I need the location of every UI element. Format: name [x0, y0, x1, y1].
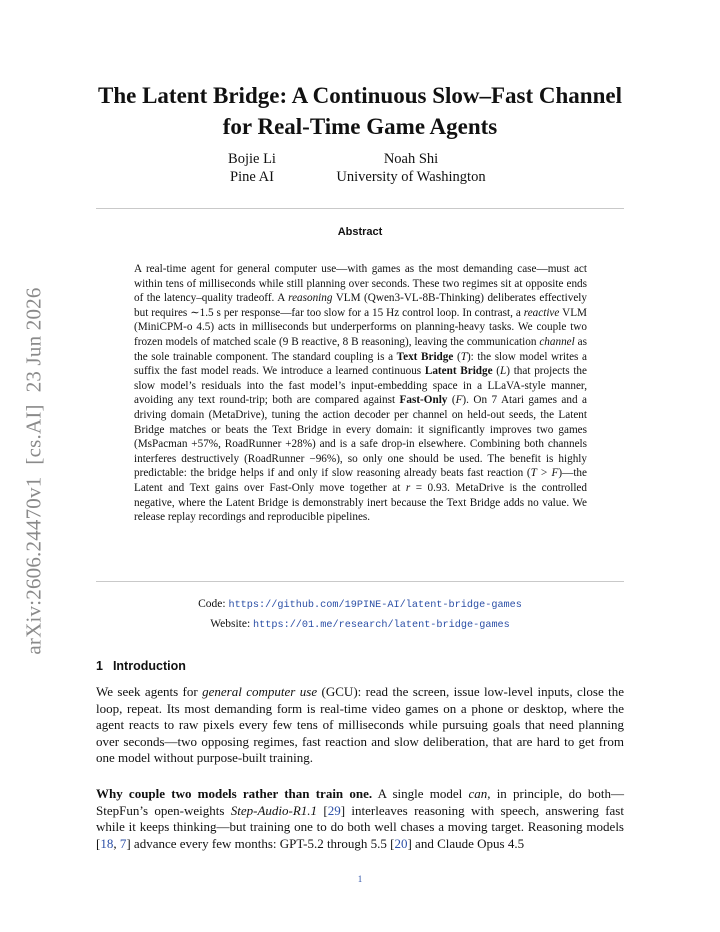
abstract-text: ) that projects the slow model’s residuals into the fast model’s input-embedding space in a LLaVA-style manner, avoiding any text round-trip; both are compared against [134, 365, 587, 407]
paragraph-run-in-heading: Why couple two models rather than train one. [96, 786, 373, 801]
abstract-text: A real-time agent for general computer use—with games as the most demanding case—must act within tens of milliseconds while still planning over seconds. These two regimes sit at opposite ends of the latency–quality tradeoff. A [134, 263, 587, 305]
code-link-line [96, 595, 624, 615]
author-name: Bojie Li [228, 151, 276, 167]
arxiv-identifier-stamp [22, 275, 47, 654]
code-link[interactable]: https://github.com/19PINE-AI/latent-bridge-games [228, 600, 522, 611]
paragraph-emphasis: Step-Audio-R1.1 [230, 802, 318, 818]
paragraph-text: [ [317, 802, 328, 818]
intro-paragraph [96, 786, 624, 852]
abstract-math: F [455, 394, 463, 407]
paragraph-text: ] and Claude Opus 4.5 [407, 835, 525, 851]
citation-link[interactable]: 29 [327, 802, 341, 818]
author-block [318, 150, 504, 186]
website-link[interactable]: https://01.me/research/latent-bridge-games [253, 620, 510, 631]
abstract-heading: Abstract [337, 226, 383, 238]
code-label: Code: [198, 598, 226, 610]
arxiv-id: arXiv:2606.24470v1 [21, 476, 46, 655]
author-affiliation: Pine AI [230, 169, 274, 185]
abstract-math: T [460, 350, 467, 363]
abstract-text: VLM (Qwen3-VL-8B-Thinking) deliberates effectively but requires ∼1.5 s per response—far too slow for a 15 Hz control loop. In contrast, a [134, 292, 587, 319]
abstract-emphasis: channel [539, 335, 575, 348]
abstract-emphasis: reasoning [288, 292, 333, 305]
abstract-math: T > F [530, 467, 559, 480]
abstract-math: L [500, 365, 507, 378]
paragraph-text: ] advance every few months: GPT-5.2 through 5.5 [ [126, 835, 395, 851]
abstract-math: r [405, 481, 411, 494]
paragraph-text: (GCU): read the screen, issue low-level inputs, close the loop, repeat. Its most demanding form is real-time video games on a phone or desktop, where the agent reacts to raw pixels every few tens of milliseconds while pursuing goals that need planning over seconds—two opposing regimes, fast reaction and slow deliberation, that are hard to get from one model without purpose-built training. [96, 684, 625, 766]
abstract-bold-term: Text Bridge [396, 350, 454, 363]
divider [96, 581, 624, 582]
page-number: 1 [357, 874, 363, 884]
website-label: Website: [210, 618, 251, 630]
paper-title: The Latent Bridge: A Continuous Slow–Fast Channel for Real-Time Game Agents [98, 83, 622, 139]
intro-paragraph [96, 684, 624, 767]
citation-link[interactable]: 7 [119, 835, 127, 851]
author-name: Noah Shi [383, 151, 439, 167]
divider [96, 208, 624, 209]
website-link-line [96, 615, 624, 635]
abstract-text: as the sole trainable component. The standard coupling is a [134, 335, 587, 363]
abstract-text: ): the slow model writes a suffix the fast model reads. We introduce a learned continuous [134, 350, 587, 378]
section-number: 1 [96, 659, 103, 673]
links-block [96, 595, 624, 635]
abstract-text: = 0.93. MetaDrive is the controlled negative, where the Latent Bridge is demonstrably inert because the Text Bridge adds no value. We release replay recordings and reproducible pipelines. [134, 481, 587, 524]
paragraph-text: A single model [372, 786, 469, 801]
abstract-bold-term: Latent Bridge [424, 365, 493, 378]
paragraph-emphasis: general computer use [202, 684, 318, 699]
abstract-body [134, 262, 587, 525]
author-affiliation: University of Washington [336, 169, 486, 185]
citation-link[interactable]: 20 [394, 835, 408, 851]
paragraph-text: We seek agents for [96, 684, 203, 699]
paragraph-text: ] interleaves reasoning with speech, answering fast while it keeps thinking—but training one to do both well chases a moving target. Reasoning models [ [96, 802, 624, 851]
abstract-text: ( [447, 394, 456, 407]
abstract-text: ( [492, 365, 501, 378]
abstract-text: )—the Latent and Text gains over Fast-Only move together at [134, 467, 587, 494]
abstract-text: ). On 7 Atari games and a driving domain (MetaDrive), tuning the action decoder per channel on held-out seeds, the Latent Bridge matches or beats the Text Bridge in every domain: it significantly improves two games (MsPacman +57%, RoadRunner +28%) and is a safe drop-in elsewhere. Combining both channels interferes destructively (RoadRunner −96%), so only one should be used. The benefit is highly predictable: the bridge helps if and only if slow reasoning already beats fast reaction ( [134, 394, 588, 480]
paragraph-emphasis: can [468, 786, 488, 801]
abstract-text: VLM (MiniCPM-o 4.5) acts in milliseconds but underperforms on planning-heavy tasks. We couple two frozen models of matched scale (9 B reactive, 8 B reasoning), leaving the communication [134, 306, 587, 348]
arxiv-date: 23 Jun 2026 [21, 287, 46, 393]
abstract-bold-term: Fast-Only [399, 394, 448, 407]
section-title: Introduction [112, 659, 186, 673]
paragraph-text: , [113, 835, 120, 851]
abstract-emphasis: reactive [523, 306, 560, 319]
citation-link[interactable]: 18 [100, 835, 114, 851]
section-heading [96, 659, 186, 673]
author-block [212, 150, 292, 186]
paragraph-text: , in principle, do both—StepFun’s open-weights [96, 786, 624, 818]
abstract-text: ( [453, 350, 461, 363]
arxiv-category: [cs.AI] [21, 404, 46, 465]
